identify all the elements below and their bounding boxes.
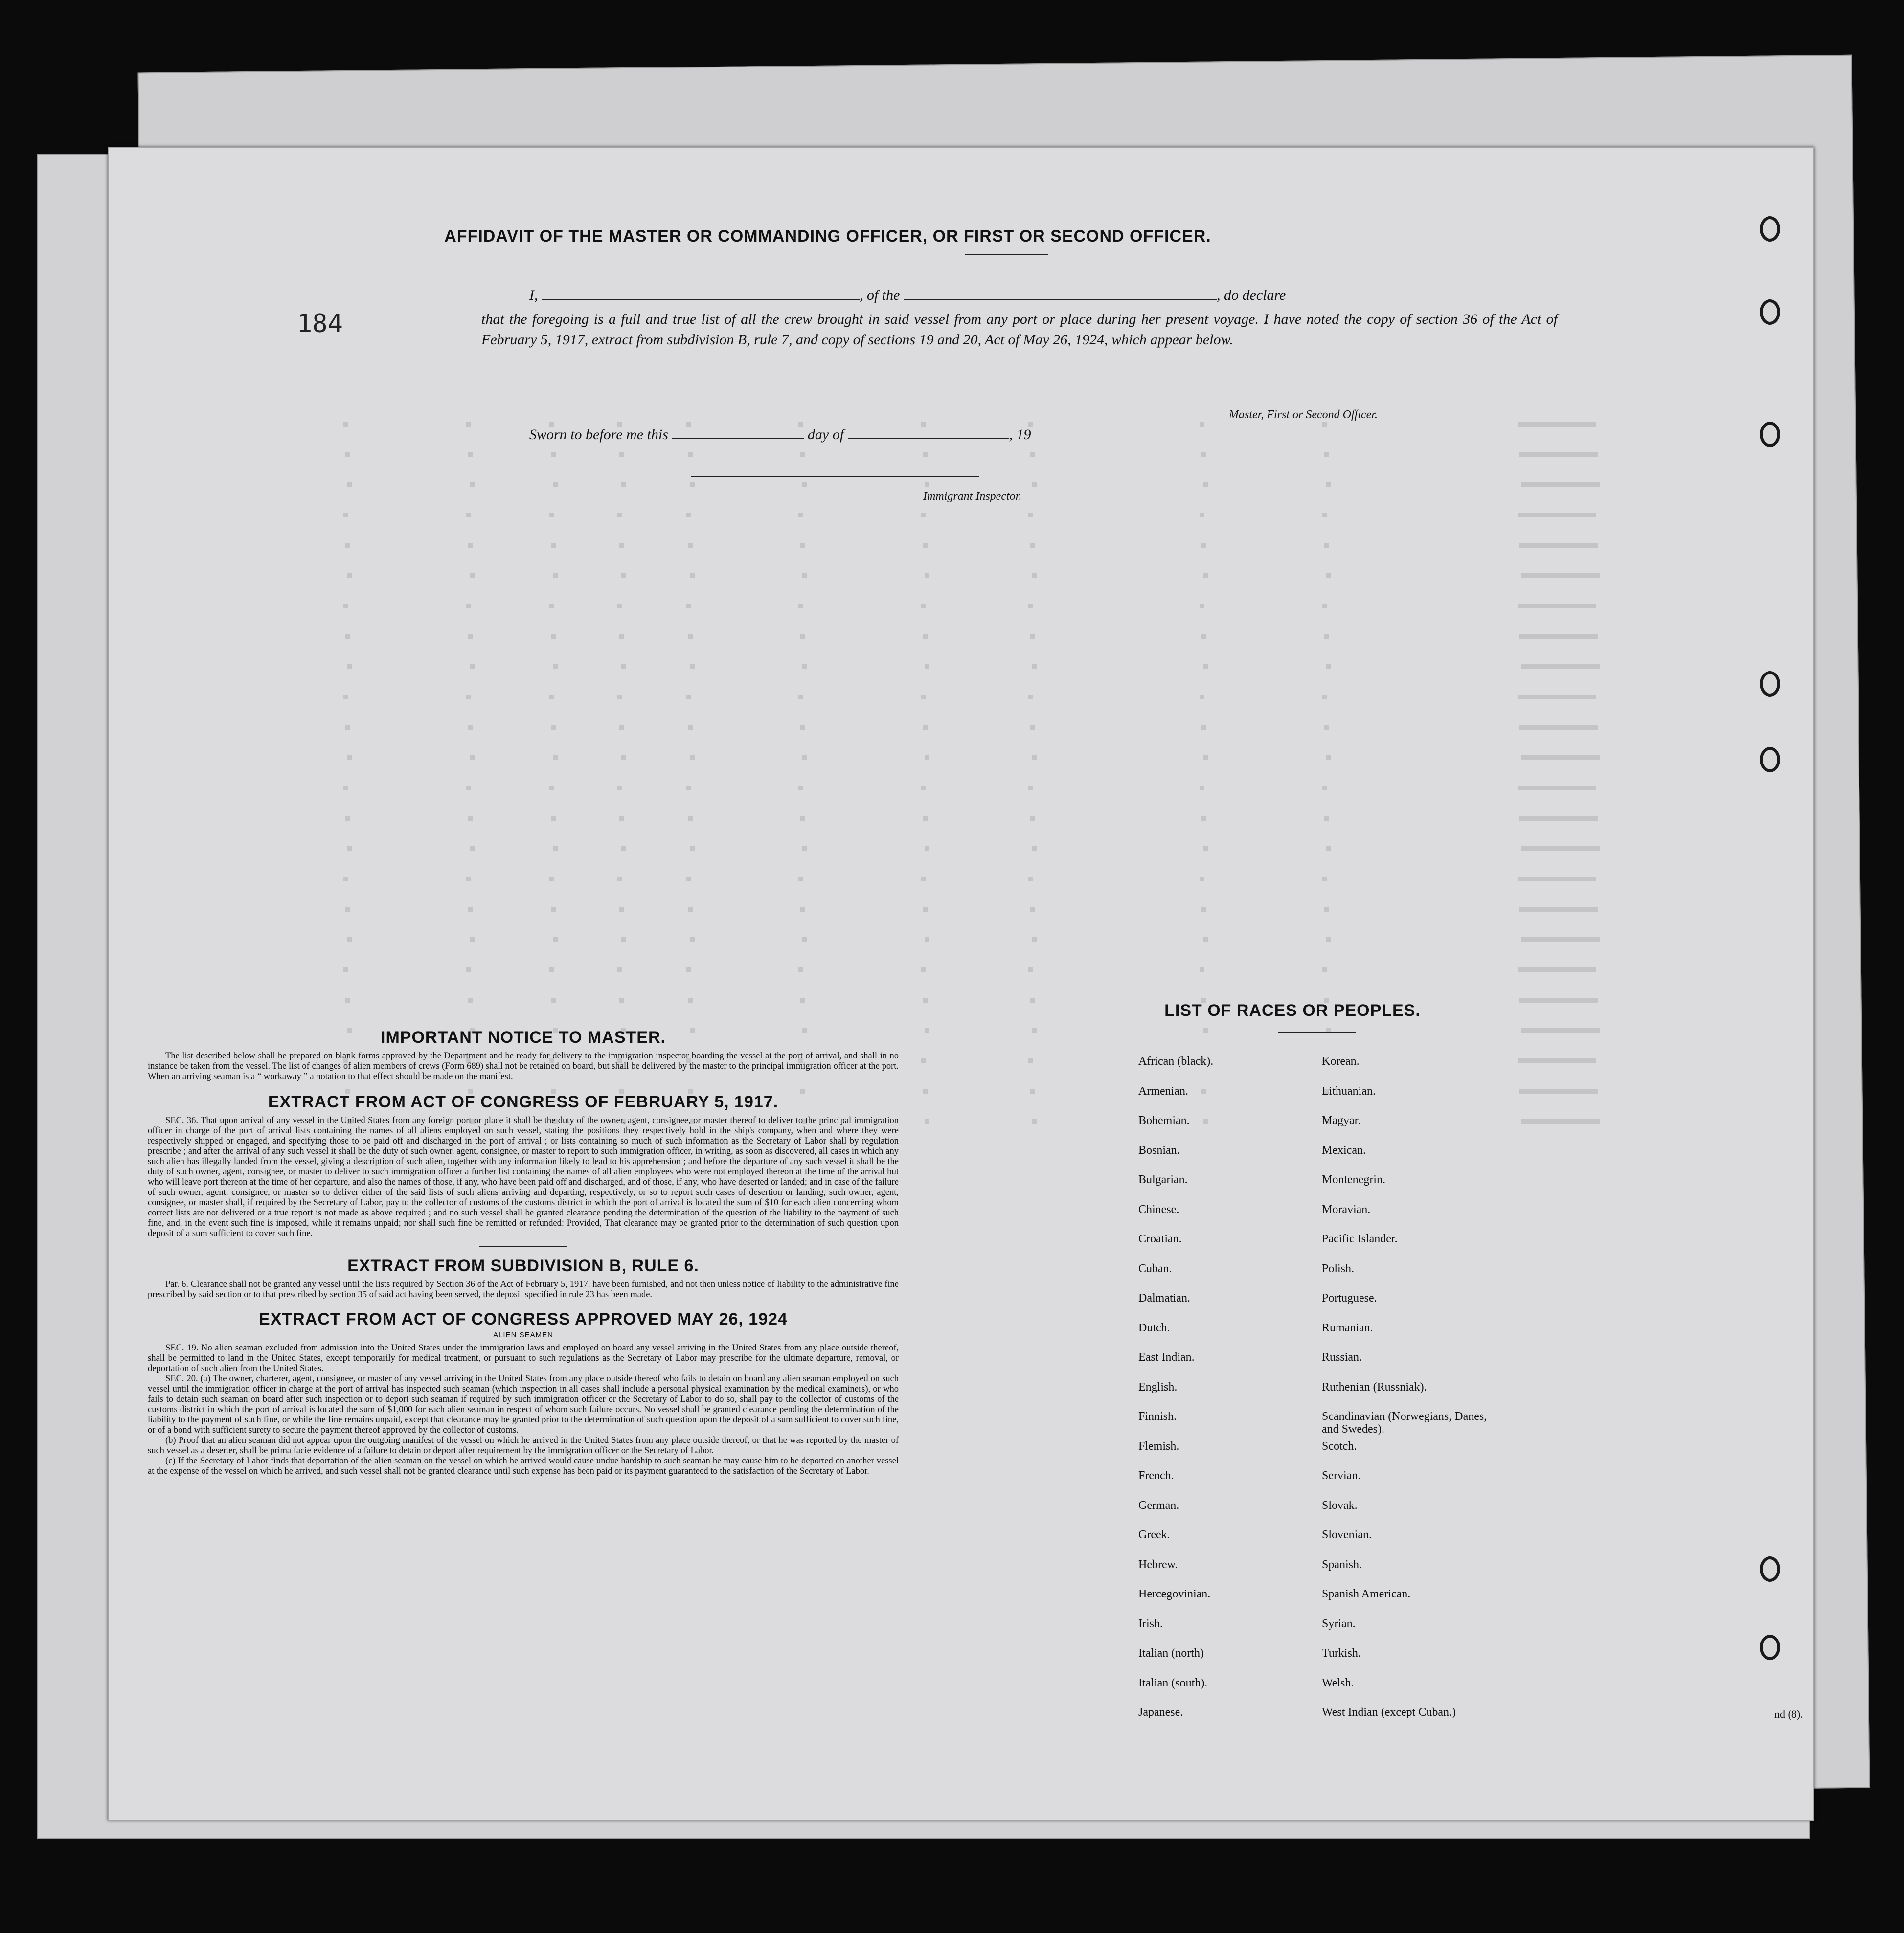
race-item: East Indian.	[1138, 1351, 1195, 1364]
binder-hole	[1760, 216, 1780, 242]
race-item: Scotch.	[1322, 1439, 1357, 1453]
race-item: West Indian (except Cuban.)	[1322, 1706, 1456, 1719]
race-item: Irish.	[1138, 1617, 1163, 1630]
notice-title: IMPORTANT NOTICE TO MASTER.	[381, 1028, 666, 1047]
race-item: Spanish American.	[1322, 1588, 1411, 1600]
master-caption: Master, First or Second Officer.	[1229, 408, 1378, 421]
race-item: Servian.	[1322, 1469, 1361, 1482]
affidavit-line1: I, , of the , do declare	[529, 287, 1286, 303]
notice-text: The list described below shall be prepared on blank forms approved by the Department and be ready for delivery to the immigration inspector boarding the vessel at the port of arrival, and shall in no instance be taken from the vessel. The list of changes of alien members of crews (Form 689) shall not be retained on board, but shall be delivered by the master to the principal immigration officer at the port. When an arriving seaman is a “ workaway ” a notation to that effect should be made on the manifest.	[148, 1051, 899, 1081]
race-item: Magyar.	[1322, 1114, 1361, 1127]
race-item: Bohemian.	[1138, 1114, 1190, 1127]
race-item: English.	[1138, 1380, 1178, 1394]
race-item: Hebrew.	[1138, 1558, 1178, 1571]
form-sheet	[108, 147, 1814, 1821]
race-item: Pacific Islander.	[1322, 1233, 1398, 1245]
race-item: Welsh.	[1322, 1676, 1354, 1689]
extract-1917-title: EXTRACT FROM ACT OF CONGRESS OF FEBRUARY 5, 1917.	[268, 1093, 779, 1111]
sworn-date-field[interactable]	[672, 427, 804, 439]
extract-rule6-title: EXTRACT FROM SUBDIVISION B, RULE 6.	[347, 1257, 699, 1275]
race-item: Dutch.	[1138, 1321, 1170, 1334]
inspector-signature-line[interactable]	[691, 476, 979, 477]
race-item: Portuguese.	[1322, 1292, 1377, 1304]
title-underline	[965, 254, 1048, 255]
binder-hole	[1760, 1635, 1780, 1660]
notices-column	[148, 1028, 899, 1477]
race-item: Armenian.	[1138, 1084, 1188, 1098]
binder-hole	[1760, 422, 1780, 447]
race-item: Japanese.	[1138, 1706, 1183, 1719]
race-item: Croatian.	[1138, 1233, 1182, 1245]
race-item: Finnish.	[1138, 1410, 1177, 1423]
race-item: Korean.	[1322, 1055, 1360, 1068]
race-item: Bosnian.	[1138, 1144, 1180, 1157]
race-item: Turkish.	[1322, 1647, 1361, 1660]
race-item: Montenegrin.	[1322, 1173, 1385, 1186]
race-item: Lithuanian.	[1322, 1084, 1376, 1098]
races-title: LIST OF RACES OR PEOPLES.	[1164, 1001, 1421, 1020]
extract-1924-subtitle: ALIEN SEAMEN	[493, 1331, 553, 1339]
binder-hole	[1760, 671, 1780, 697]
race-item: Bulgarian.	[1138, 1173, 1188, 1186]
race-item: Mexican.	[1322, 1144, 1366, 1157]
edge-note: nd (8).	[1774, 1708, 1803, 1720]
race-item: Ruthenian (Russniak).	[1322, 1380, 1427, 1394]
race-item: Flemish.	[1138, 1439, 1179, 1453]
race-item: Italian (south).	[1138, 1676, 1208, 1689]
race-item: Polish.	[1322, 1262, 1355, 1275]
vessel-field[interactable]	[904, 288, 1217, 300]
extract-1924-title: EXTRACT FROM ACT OF CONGRESS APPROVED MAY 26, 1924	[259, 1310, 788, 1328]
race-item: Chinese.	[1138, 1203, 1179, 1216]
page-number: 184	[297, 309, 343, 338]
race-item: Dalmatian.	[1138, 1292, 1190, 1304]
race-item: Syrian.	[1322, 1617, 1356, 1630]
race-item: Cuban.	[1138, 1262, 1172, 1275]
binder-hole	[1760, 1556, 1780, 1582]
races-title-underline	[1278, 1032, 1356, 1033]
race-item: Moravian.	[1322, 1203, 1371, 1216]
affidavit-body: that the foregoing is a full and true list of all the crew brought in said vessel from any port or place during her present voyage. I have noted the copy of section 36 of the Act of February 5, 1917, extract from subdivision B, rule 7, and copy of sections 19 and 20, Act of May 26, 1924, which appear below.	[481, 311, 1558, 348]
section-divider	[479, 1246, 567, 1247]
race-item: Slovenian.	[1322, 1528, 1372, 1541]
sworn-month-field[interactable]	[848, 427, 1009, 439]
inspector-caption: Immigrant Inspector.	[923, 490, 1022, 503]
extract-rule6-text: Par. 6. Clearance shall not be granted any vessel until the lists required by Section 36 of the Act of February 5, 1917, have been furnished, and not then unless notice of liability to the administrative fine prescribed by said section or to that prescribed by section 35 of said act having been served, the deposit specified in rule 23 has been made.	[148, 1280, 899, 1300]
sworn-line: Sworn to before me this day of , 19	[529, 427, 1031, 443]
affidavit-title: AFFIDAVIT OF THE MASTER OR COMMANDING OFFICER, OR FIRST OR SECOND OFFICER.	[444, 227, 1211, 246]
extract-1917-text: SEC. 36. That upon arrival of any vessel in the United States from any foreign port or place it shall be the duty of the owner, agent, consignee, or master thereof to deliver to the principal immigration officer in charge of the port of arrival lists containing the names of all aliens employed on such vessel, stating the positions they respectively hold in the ship's company, when and where they were respectively shipped or engaged, and specifying those to be paid off and discharged in the port of arrival ; or lists containing so much of such information as the Secretary of Labor shall by regulation prescribe ; and after the arrival of any such vessel it shall be the duty of such owner, agent, consignee, or master to report to such immigration officer, in writing, as soon as discovered, all cases in which any such alien has illegally landed from the vessel, giving a description of such alien, together with any information likely to lead to his apprehension ; and before the departure of any such vessel it shall be the duty of such owner, agent, consignee, or master to deliver to such immigration officer a further list containing the names of all alien employees who were not employed thereon at the time of the arrival but who will leave port thereon at the time of her departure, and also the names of those, if any, who have been paid off and discharged, and of those, if any, who have deserted or landed; and in case of the failure of such owner, agent, consignee, or master so to deliver either of the said lists of such aliens arriving and departing, respectively, or so to report such cases of desertion or landing, such owner, agent, consignee, or master shall, if required by the Secretary of Labor, pay to the collector of customs of the customs district in which the port of arrival is located the sum of $10 for each alien concerning whom correct lists are not delivered or a true report is not made as above required ; and no such vessel shall be granted clearance pending the determination of the question of the liability to the payment of such fine, and, in the event such fine is imposed, while it remains unpaid; nor shall such fine be remitted or refunded: Provided, That clearance may be granted prior to the determination of such question upon deposit of a sum sufficient to cover such fine.	[148, 1116, 899, 1238]
race-item: Scandinavian (Norwegians, Danes, and Swedes).	[1322, 1410, 1487, 1436]
extract-1924-text: SEC. 19. No alien seaman excluded from admission into the United States under the immigration laws and employed on board any vessel arriving in the United States from any place outside thereof, shall be permitted to land in the United States, except temporarily for medical treatment, or pursuant to such regulations as the Secretary of Labor may prescribe for the ultimate departure, removal, or deportation of such alien from the United States. SEC. 20. (a) The owner, charterer, agent, consignee, or master of any vessel arriving in the United States from any place outside thereof who fails to detain on board any alien seaman employed on such vessel until the immigration officer in charge at the port of arrival has inspected such seaman (which inspection in all cases shall include a personal physical examination by the medical examiners), or who fails to detain such seaman on board after such inspection or to deport such seaman if required by such immigration officer or the Secretary of Labor to do so, shall pay to the collector of customs of the customs district in which the port of arrival is located the sum of $1,000 for each alien seaman in respect of whom such failure occurs. No vessel shall be granted clearance pending the determination of the liability to the payment of such fine, or while the fine remains unpaid, except that clearance may be granted prior to the determination of such question upon the deposit of a sum sufficient to cover such fine, or of a bond with sufficient surety to secure the payment thereof approved by the collector of customs. (b) Proof that an alien seaman did not appear upon the outgoing manifest of the vessel on which he arrived in the United States from any place outside thereof, or that he was reported by the master of such vessel as a deserter, shall be prima facie evidence of a failure to detain or deport after requirement by the immigration officer or the Secretary of Labor. (c) If the Secretary of Labor finds that deportation of the alien seaman on the vessel on which he arrived would cause undue hardship to such seaman he may cause him to be deported on another vessel at the expense of the vessel on which he arrived, and such vessel shall not be granted clearance until such expense has been paid or its payment guaranteed to the satisfaction of the Secretary of Labor.	[148, 1343, 899, 1476]
binder-hole	[1760, 299, 1780, 325]
binder-hole	[1760, 747, 1780, 772]
race-item: Rumanian.	[1322, 1321, 1373, 1334]
race-item: Spanish.	[1322, 1558, 1362, 1571]
race-item: Italian (north)	[1138, 1647, 1204, 1660]
race-item: Russian.	[1322, 1351, 1362, 1364]
race-item: German.	[1138, 1499, 1179, 1512]
race-item: Slovak.	[1322, 1499, 1358, 1512]
name-field[interactable]	[542, 288, 860, 300]
race-item: Hercegovinian.	[1138, 1588, 1211, 1600]
race-item: French.	[1138, 1469, 1174, 1482]
race-item: African (black).	[1138, 1055, 1214, 1068]
race-item: Greek.	[1138, 1528, 1170, 1541]
